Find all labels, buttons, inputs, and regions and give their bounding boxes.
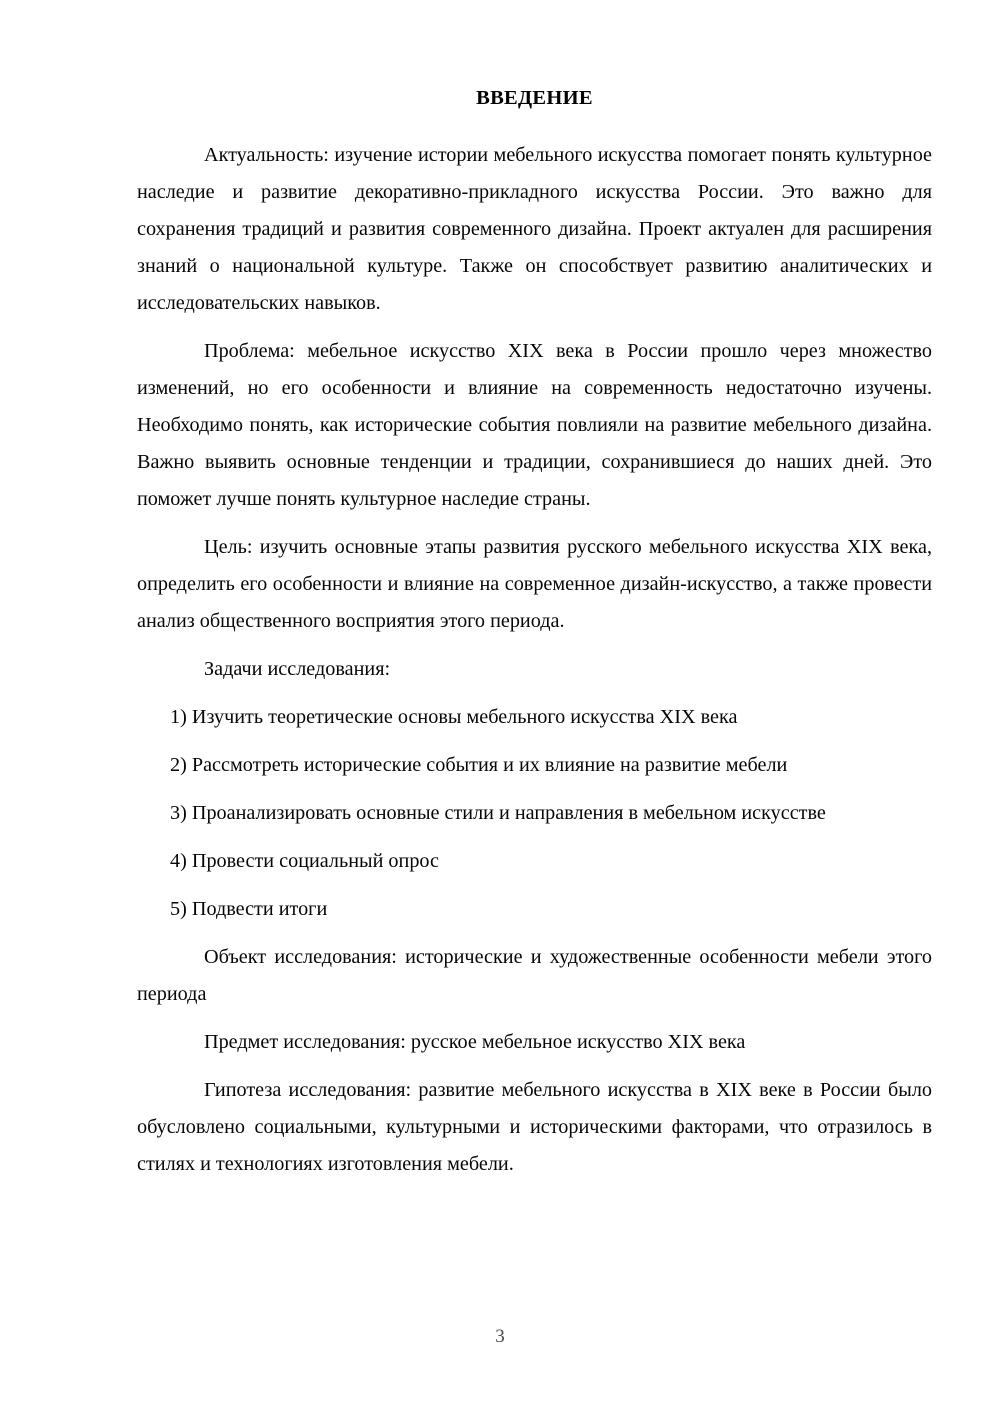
task-item-1: 1) Изучить теоретические основы мебельного искусства XIX века — [170, 705, 738, 728]
page-title: ВВЕДЕНИЕ — [476, 87, 593, 109]
paragraph-hypothesis: Гипотеза исследования: развитие мебельного искусства в XIX веке в России было обусловлено социальными, культурными и историческими факторами, что отразилось в стилях и технологиях изготовления мебели. — [137, 1078, 932, 1175]
document-body — [137, 86, 932, 1183]
paragraph-goal: Цель: изучить основные этапы развития русского мебельного искусства XIX века, определить его особенности и влияние на современное дизайн-искусство, а также провести анализ общественного восприятия этого периода. — [137, 535, 932, 632]
task-item-5: 5) Подвести итоги — [170, 897, 328, 920]
paragraph-problem: Проблема: мебельное искусство XIX века в России прошло через множество изменений, но его особенности и влияние на современность недостаточно изучены. Необходимо понять, как исторические события повлияли на развитие мебельного дизайна. Важно выявить основные тенденции и традиции, сохранившиеся до наших дней. Это поможет лучше понять культурное наследие страны. — [137, 339, 932, 510]
task-item-3: 3) Проанализировать основные стили и направления в мебельном искусстве — [170, 801, 826, 824]
task-item-2: 2) Рассмотреть исторические события и их влияние на развитие мебели — [170, 753, 788, 776]
paragraph-object: Объект исследования: исторические и художественные особенности мебели этого периода — [137, 945, 932, 1005]
tasks-heading: Задачи исследования: — [204, 657, 391, 680]
paragraph-relevance: Актуальность: изучение истории мебельного искусства помогает понять культурное наследие и развитие декоративно-прикладного искусства России. Это важно для сохранения традиций и развития современного дизайна. Проект актуален для расширения знаний о национальной культуре. Также он способствует развитию аналитических и исследовательских навыков. — [137, 143, 932, 314]
task-item-4: 4) Провести социальный опрос — [170, 849, 439, 872]
page-number: 3 — [495, 1326, 505, 1347]
paragraph-subject: Предмет исследования: русское мебельное искусство XIX века — [204, 1030, 746, 1053]
